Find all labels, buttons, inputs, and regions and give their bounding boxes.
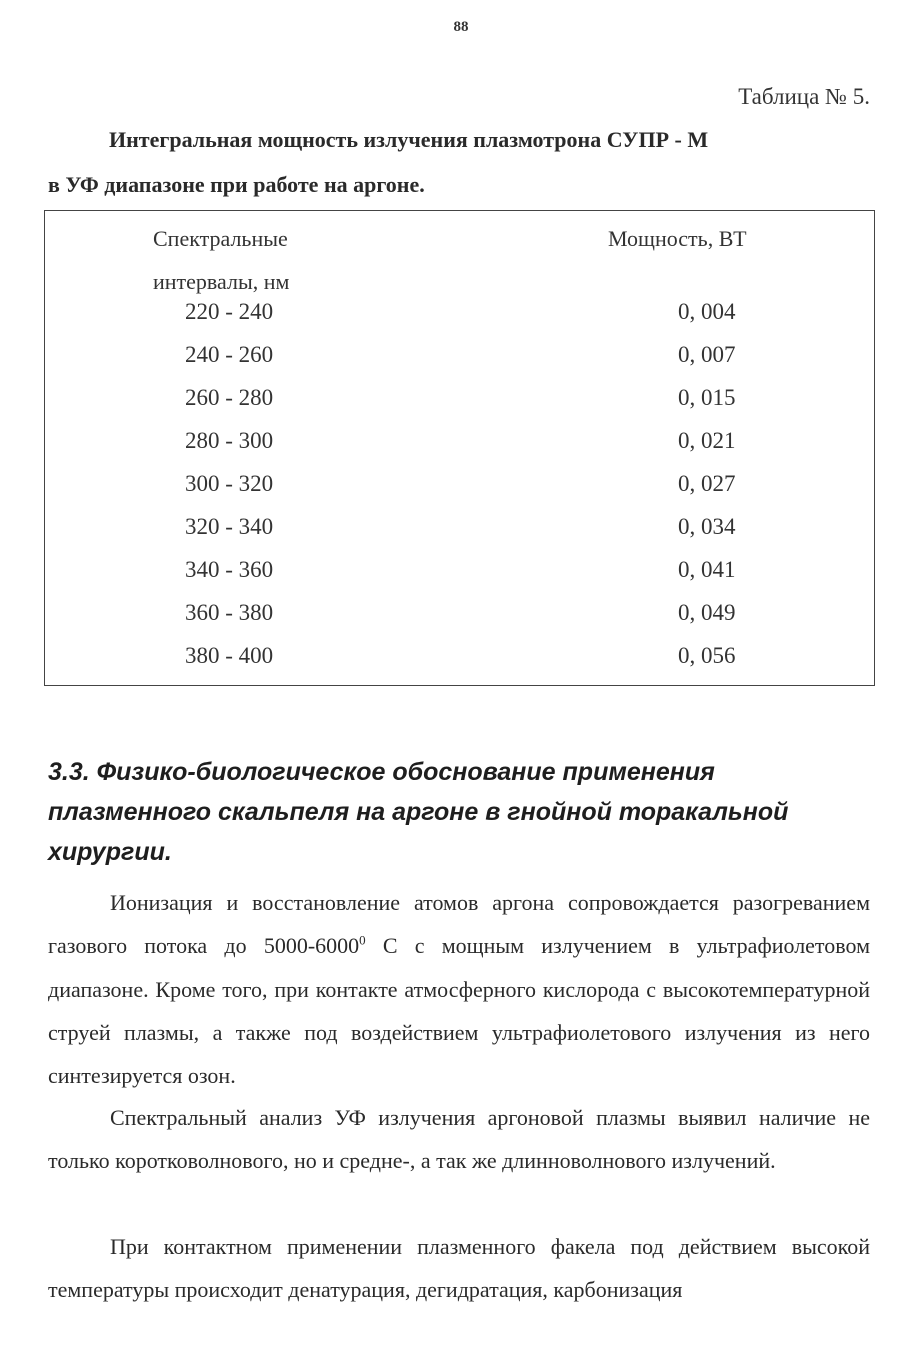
table-caption-line-1: Интегральная мощность излучения плазмотрона СУПР - М — [109, 127, 709, 152]
range-cell: 300 - 320 — [185, 471, 274, 496]
table-row — [45, 336, 874, 379]
paragraph-spectral-analysis — [48, 1096, 870, 1183]
paragraph-contact-application-text: При контактном применении плазменного факела под действием высокой температуры происходит денатурация, дегидратация, карбонизация — [48, 1234, 870, 1303]
power-cell: 0, 041 — [678, 557, 736, 582]
header-spectral-intervals — [153, 217, 373, 303]
power-cell: 0, 027 — [678, 471, 736, 496]
table-row — [45, 594, 874, 637]
table-label: Таблица № 5. — [738, 84, 870, 109]
range-cell: 280 - 300 — [185, 428, 274, 453]
power-table — [44, 210, 875, 686]
range-cell: 320 - 340 — [185, 514, 274, 539]
table-row — [45, 551, 874, 594]
table-row — [45, 422, 874, 465]
range-cell: 380 - 400 — [185, 643, 274, 668]
range-cell: 340 - 360 — [185, 557, 274, 582]
table-row — [45, 465, 874, 508]
header-power: Мощность, ВТ — [608, 226, 747, 251]
power-cell: 0, 021 — [678, 428, 736, 453]
header-left-line-2: интервалы, нм — [153, 269, 290, 294]
paragraph-ionization-text-2: С с мощным излучением в ультрафиолетовом диапазоне. Кроме того, при контакте атмосферного кислорода с высокотемпературной струей плазмы, а также под воздействием ультрафиолетового излучения из него синтезируется озон. — [48, 933, 870, 1089]
range-cell: 260 - 280 — [185, 385, 274, 410]
power-cell: 0, 056 — [678, 643, 736, 668]
table-row — [45, 379, 874, 422]
page-number: 88 — [453, 19, 469, 35]
header-left-line-1: Спектральные — [153, 226, 288, 251]
range-cell: 220 - 240 — [185, 299, 274, 324]
paragraph-ionization-text-1: Ионизация и восстановление атомов аргона сопровождается разогреванием газового потока до 5000-6000 — [48, 890, 870, 959]
paragraph-contact-application — [48, 1225, 870, 1312]
range-cell: 360 - 380 — [185, 600, 274, 625]
paragraph-spectral-analysis-text: Спектральный анализ УФ излучения аргоновой плазмы выявил наличие не только коротковолнового, но и средне-, а так же длинноволнового излучений. — [48, 1105, 870, 1174]
paragraph-ionization — [48, 881, 870, 1097]
power-cell: 0, 004 — [678, 299, 736, 324]
table-row — [45, 637, 874, 680]
power-cell: 0, 049 — [678, 600, 736, 625]
power-cell: 0, 015 — [678, 385, 736, 410]
degree-superscript: 0 — [359, 932, 366, 948]
table-caption-line-2: в УФ диапазоне при работе на аргоне. — [48, 172, 425, 197]
table-body — [45, 293, 874, 680]
table-row — [45, 508, 874, 551]
range-cell: 240 - 260 — [185, 342, 274, 367]
power-cell: 0, 034 — [678, 514, 736, 539]
power-cell: 0, 007 — [678, 342, 736, 367]
section-heading: 3.3. Физико-биологическое обоснование применения плазменного скальпеля на аргоне в гнойной торакальной хирургии. — [48, 758, 789, 866]
table-row — [45, 293, 874, 336]
